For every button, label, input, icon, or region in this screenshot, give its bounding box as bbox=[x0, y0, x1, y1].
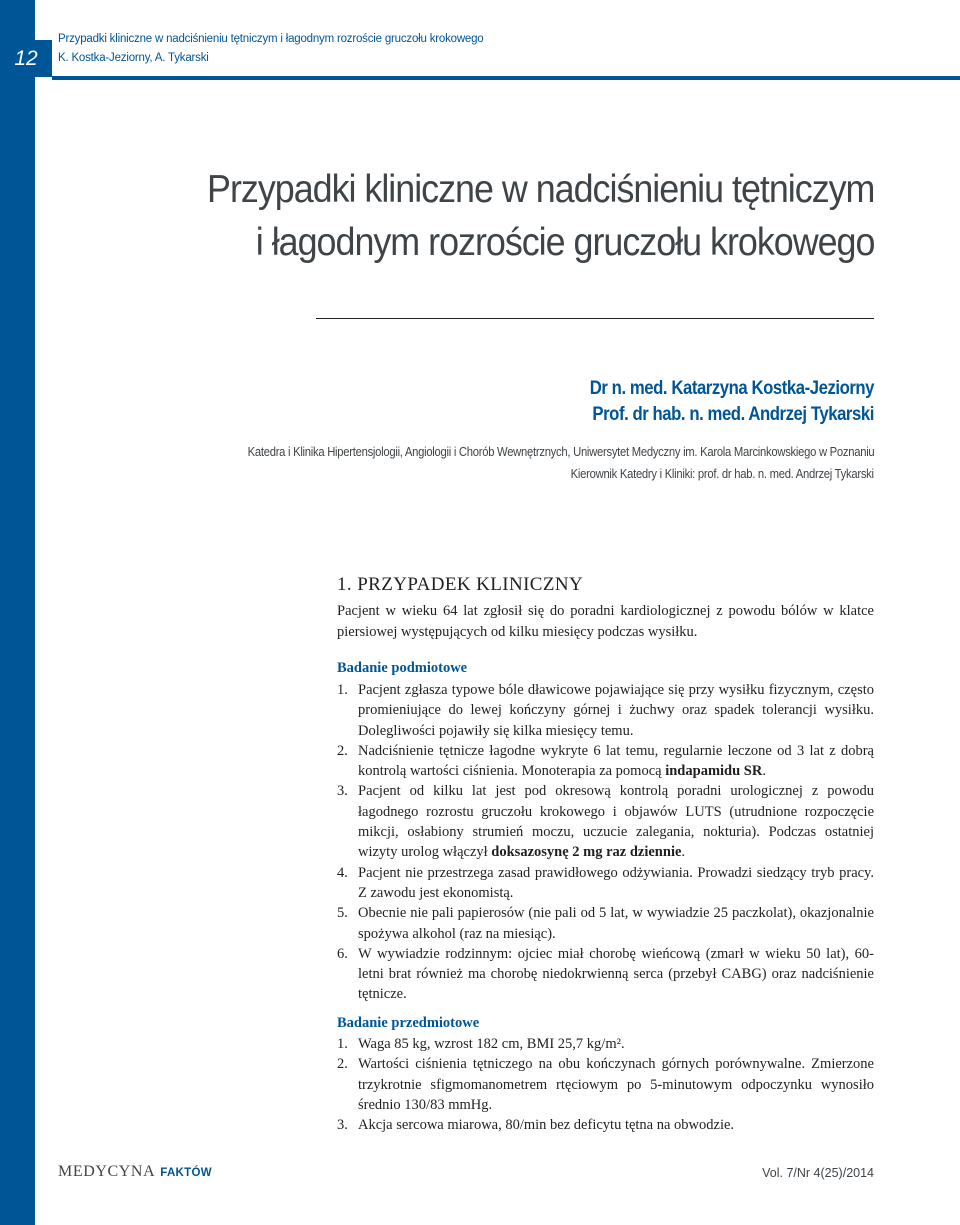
item-number: 3. bbox=[337, 783, 348, 800]
list-item bbox=[337, 680, 874, 741]
item-number: 2. bbox=[337, 742, 348, 759]
objective-list bbox=[337, 1034, 874, 1135]
affiliation-2: Kierownik Katedry i Kliniki: prof. dr hab. n. med. Andrzej Tykarski bbox=[570, 467, 874, 481]
list-item bbox=[337, 1034, 874, 1054]
drug-name: indapamidu SR bbox=[665, 763, 763, 780]
left-sidebar-bar bbox=[0, 0, 35, 1225]
journal-brand: MEDYCYNA bbox=[58, 1163, 156, 1180]
journal-volume: Vol. 7/Nr 4(25)/2014 bbox=[762, 1166, 874, 1180]
author-2: Prof. dr hab. n. med. Andrzej Tykarski bbox=[592, 404, 874, 425]
author-1: Dr n. med. Katarzyna Kostka-Jeziorny bbox=[589, 378, 874, 399]
list-item bbox=[337, 741, 874, 782]
item-text: W wywiadzie rodzinnym: ojciec miał chorobę wieńcową (zmarł w wieku 50 lat), 60-letni brat również ma chorobę niedokrwienną serca (przebył CABG) oraz nadciśnienie tętnicze. bbox=[358, 945, 874, 1003]
item-text: Pacjent zgłasza typowe bóle dławicowe pojawiające się przy wysiłku fizycznym, często promieniujące do lewej kończyny górnej i żuchwy oraz spadek tolerancji wysiłku. Dolegliwości pojawiły się kilka miesięcy temu. bbox=[358, 682, 874, 739]
item-text: Obecnie nie pali papierosów (nie pali od 5 lat, w wywiadzie 25 paczkolat), okazjonalnie spożywa alkohol (raz na miesiąc). bbox=[358, 905, 874, 942]
objective-heading: Badanie przedmiotowe bbox=[337, 1015, 480, 1031]
list-item bbox=[337, 1054, 874, 1115]
case-intro: Pacjent w wieku 64 lat zgłosił się do poradni kardiologicznej z powodu bólów w klatce piersiowej występujących od kilku miesięcy podczas wysiłku. bbox=[337, 603, 874, 640]
item-text-after: . bbox=[681, 844, 686, 861]
title-divider bbox=[316, 318, 874, 319]
affiliation-1: Katedra i Klinika Hipertensjologii, Angiologii i Chorób Wewnętrznych, Uniwersytet Medyczny im. Karola Marcinkowskiego w Poznaniu bbox=[247, 445, 874, 459]
article-title-line2: i łagodnym rozroście gruczołu krokowego bbox=[255, 221, 874, 264]
list-item bbox=[337, 903, 874, 944]
header-rule bbox=[52, 76, 960, 80]
item-number: 4. bbox=[337, 864, 348, 881]
item-text: Wartości ciśnienia tętniczego na obu kończynach górnych porównywalne. Zmierzone trzykrotnie sfigmomanometrem rtęciowym po 5-minutowym odpoczynku wynosiło średnio 130/83 mmHg. bbox=[358, 1056, 874, 1113]
section-title: 1. PRZYPADEK KLINICZNY bbox=[337, 574, 584, 595]
item-text: Nadciśnienie tętnicze łagodne wykryte 6 lat temu, regularnie leczone od 3 lat z dobrą kontrolą wartości ciśnienia. Monoterapia za pomocą bbox=[358, 742, 874, 780]
item-number: 3. bbox=[337, 1117, 348, 1134]
item-number: 2. bbox=[337, 1056, 348, 1073]
article-title-line1: Przypadki kliniczne w nadciśnieniu tętniczym bbox=[206, 168, 874, 211]
list-item bbox=[337, 944, 874, 1005]
subjective-heading: Badanie podmiotowe bbox=[337, 660, 468, 676]
item-text: Waga 85 kg, wzrost 182 cm, BMI 25,7 kg/m². bbox=[358, 1036, 625, 1052]
item-text: Akcja sercowa miarowa, 80/min bez deficytu tętna na obwodzie. bbox=[358, 1117, 735, 1134]
item-text-after: . bbox=[762, 763, 766, 780]
list-item bbox=[337, 1115, 874, 1135]
running-authors: K. Kostka-Jeziorny, A. Tykarski bbox=[58, 52, 209, 64]
item-text: Pacjent nie przestrzega zasad prawidłowego odżywiania. Prowadzi siedzący tryb pracy. Z zawodu jest ekonomistą. bbox=[358, 864, 874, 901]
page-number: 12 bbox=[0, 40, 52, 77]
drug-dose: doksazosynę 2 mg raz dziennie bbox=[491, 844, 682, 861]
list-item bbox=[337, 781, 874, 862]
journal-logo bbox=[58, 1163, 212, 1181]
item-text: Pacjent od kilku lat jest pod okresową kontrolą poradni urologicznej z powodu łagodnego rozrostu gruczołu krokowego i objawów LUTS (utrudnione rozpoczęcie mikcji, osłabiony strumień moczu, uczucie zalegania, nokturia). Podczas ostatniej wizyty urolog włączył bbox=[358, 783, 874, 861]
item-number: 1. bbox=[337, 682, 348, 698]
running-title: Przypadki kliniczne w nadciśnieniu tętniczym i łagodnym rozroście gruczołu krokowego bbox=[58, 33, 484, 45]
subjective-list bbox=[337, 680, 874, 1005]
item-number: 5. bbox=[337, 905, 348, 922]
list-item bbox=[337, 863, 874, 904]
item-number: 1. bbox=[337, 1036, 348, 1052]
journal-brand-suffix: FAKTÓW bbox=[160, 1167, 212, 1179]
item-number: 6. bbox=[337, 945, 348, 962]
